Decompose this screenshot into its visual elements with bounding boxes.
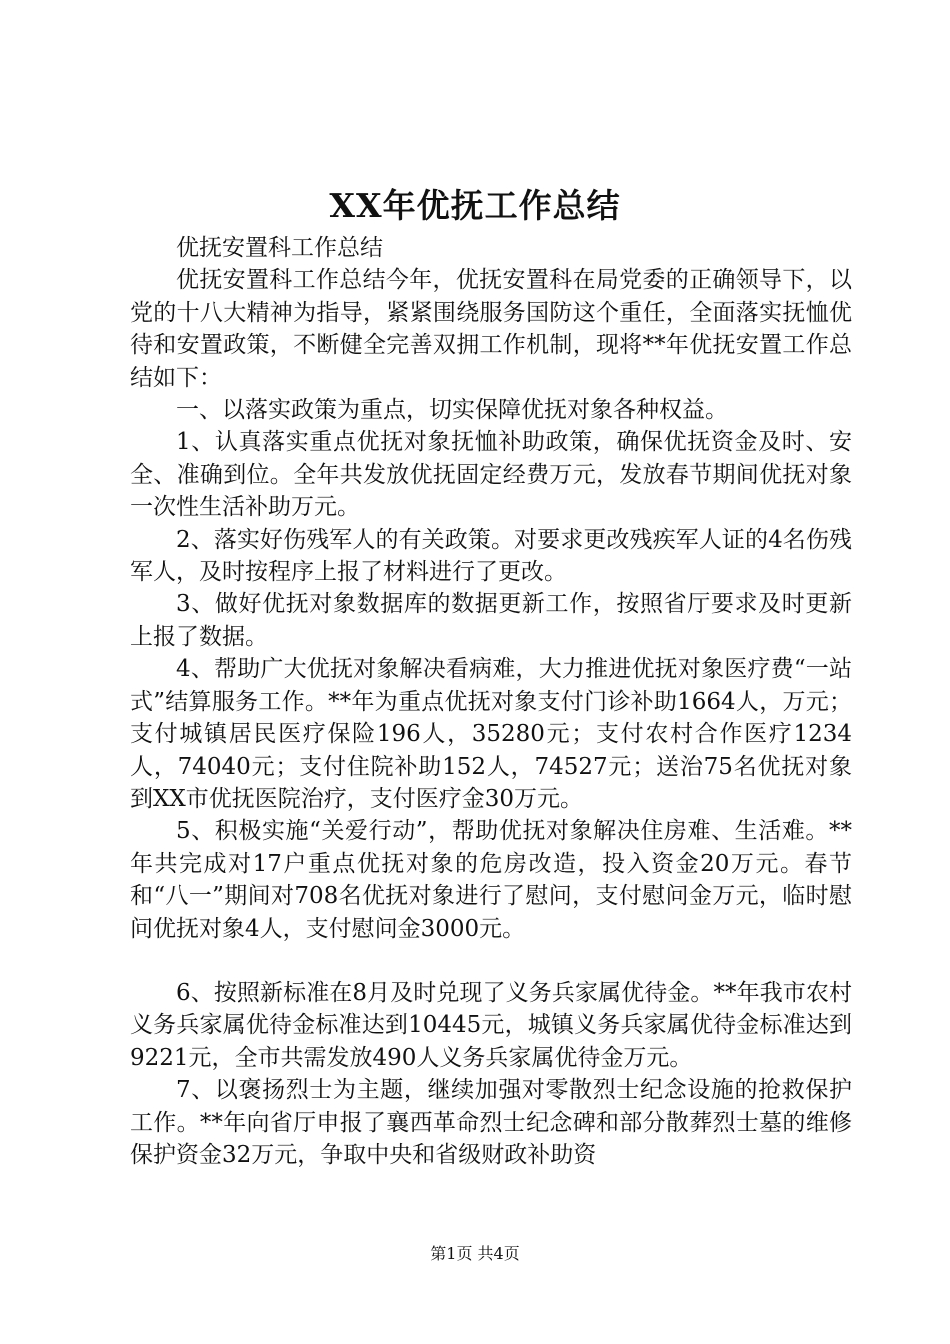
document-body — [130, 232, 852, 1171]
page-number-footer: 第1页 共4页 — [430, 1244, 520, 1263]
item-7-paragraph: 7、以褒扬烈士为主题，继续加强对零散烈士纪念设施的抢救保护工作。**年向省厅申报了襄西革命烈士纪念碑和部分散葬烈士墓的维修保护资金32万元，争取中央和省级财政补助资 — [130, 1077, 852, 1168]
section-heading: 优抚安置科工作总结 — [176, 235, 383, 261]
item-5-paragraph: 5、积极实施“关爱行动”，帮助优抚对象解决住房难、生活难。**年共完成对17户重点优抚对象的危房改造，投入资金20万元。春节和“八一”期间对708名优抚对象进行了慰问，支付慰问金万元，临时慰问优抚对象4人，支付慰问金3000元。 — [130, 818, 852, 942]
document-title: XX年优抚工作总结 — [329, 186, 621, 225]
item-3-paragraph: 3、做好优抚对象数据库的数据更新工作，按照省厅要求及时更新上报了数据。 — [130, 591, 852, 650]
part-one-heading: 一、以落实政策为重点，切实保障优抚对象各种权益。 — [176, 397, 728, 424]
item-1-paragraph: 1、认真落实重点优抚对象抚恤补助政策，确保优抚资金及时、安全、准确到位。全年共发放优抚固定经费万元，发放春节期间优抚对象一次性生活补助万元。 — [130, 429, 852, 521]
item-4-paragraph: 4、帮助广大优抚对象解决看病难，大力推进优抚对象医疗费“一站式”结算服务工作。**年为重点优抚对象支付门诊补助1664人，万元；支付城镇居民医疗保险196人，35280元；支付农村合作医疗1234人，74040元；支付住院补助152人，74527元；送治75名优抚对象到XX市优抚医院治疗，支付医疗金30万元。 — [130, 656, 852, 812]
intro-paragraph: 优抚安置科工作总结今年，优抚安置科在局党委的正确领导下，以党的十八大精神为指导，紧紧围绕服务国防这个重任，全面落实抚恤优待和安置政策，不断健全完善双拥工作机制，现将**年优抚安置工作总结如下： — [130, 267, 852, 391]
item-2-paragraph: 2、落实好伤残军人的有关政策。对要求更改残疾军人证的4名伤残军人，及时按程序上报了材料进行了更改。 — [130, 526, 852, 586]
item-6-paragraph: 6、按照新标准在8月及时兑现了义务兵家属优待金。**年我市农村义务兵家属优待金标准达到10445元，城镇义务兵家属优待金标准达到9221元，全市共需发放490人义务兵家属优待金万元。 — [130, 979, 852, 1071]
